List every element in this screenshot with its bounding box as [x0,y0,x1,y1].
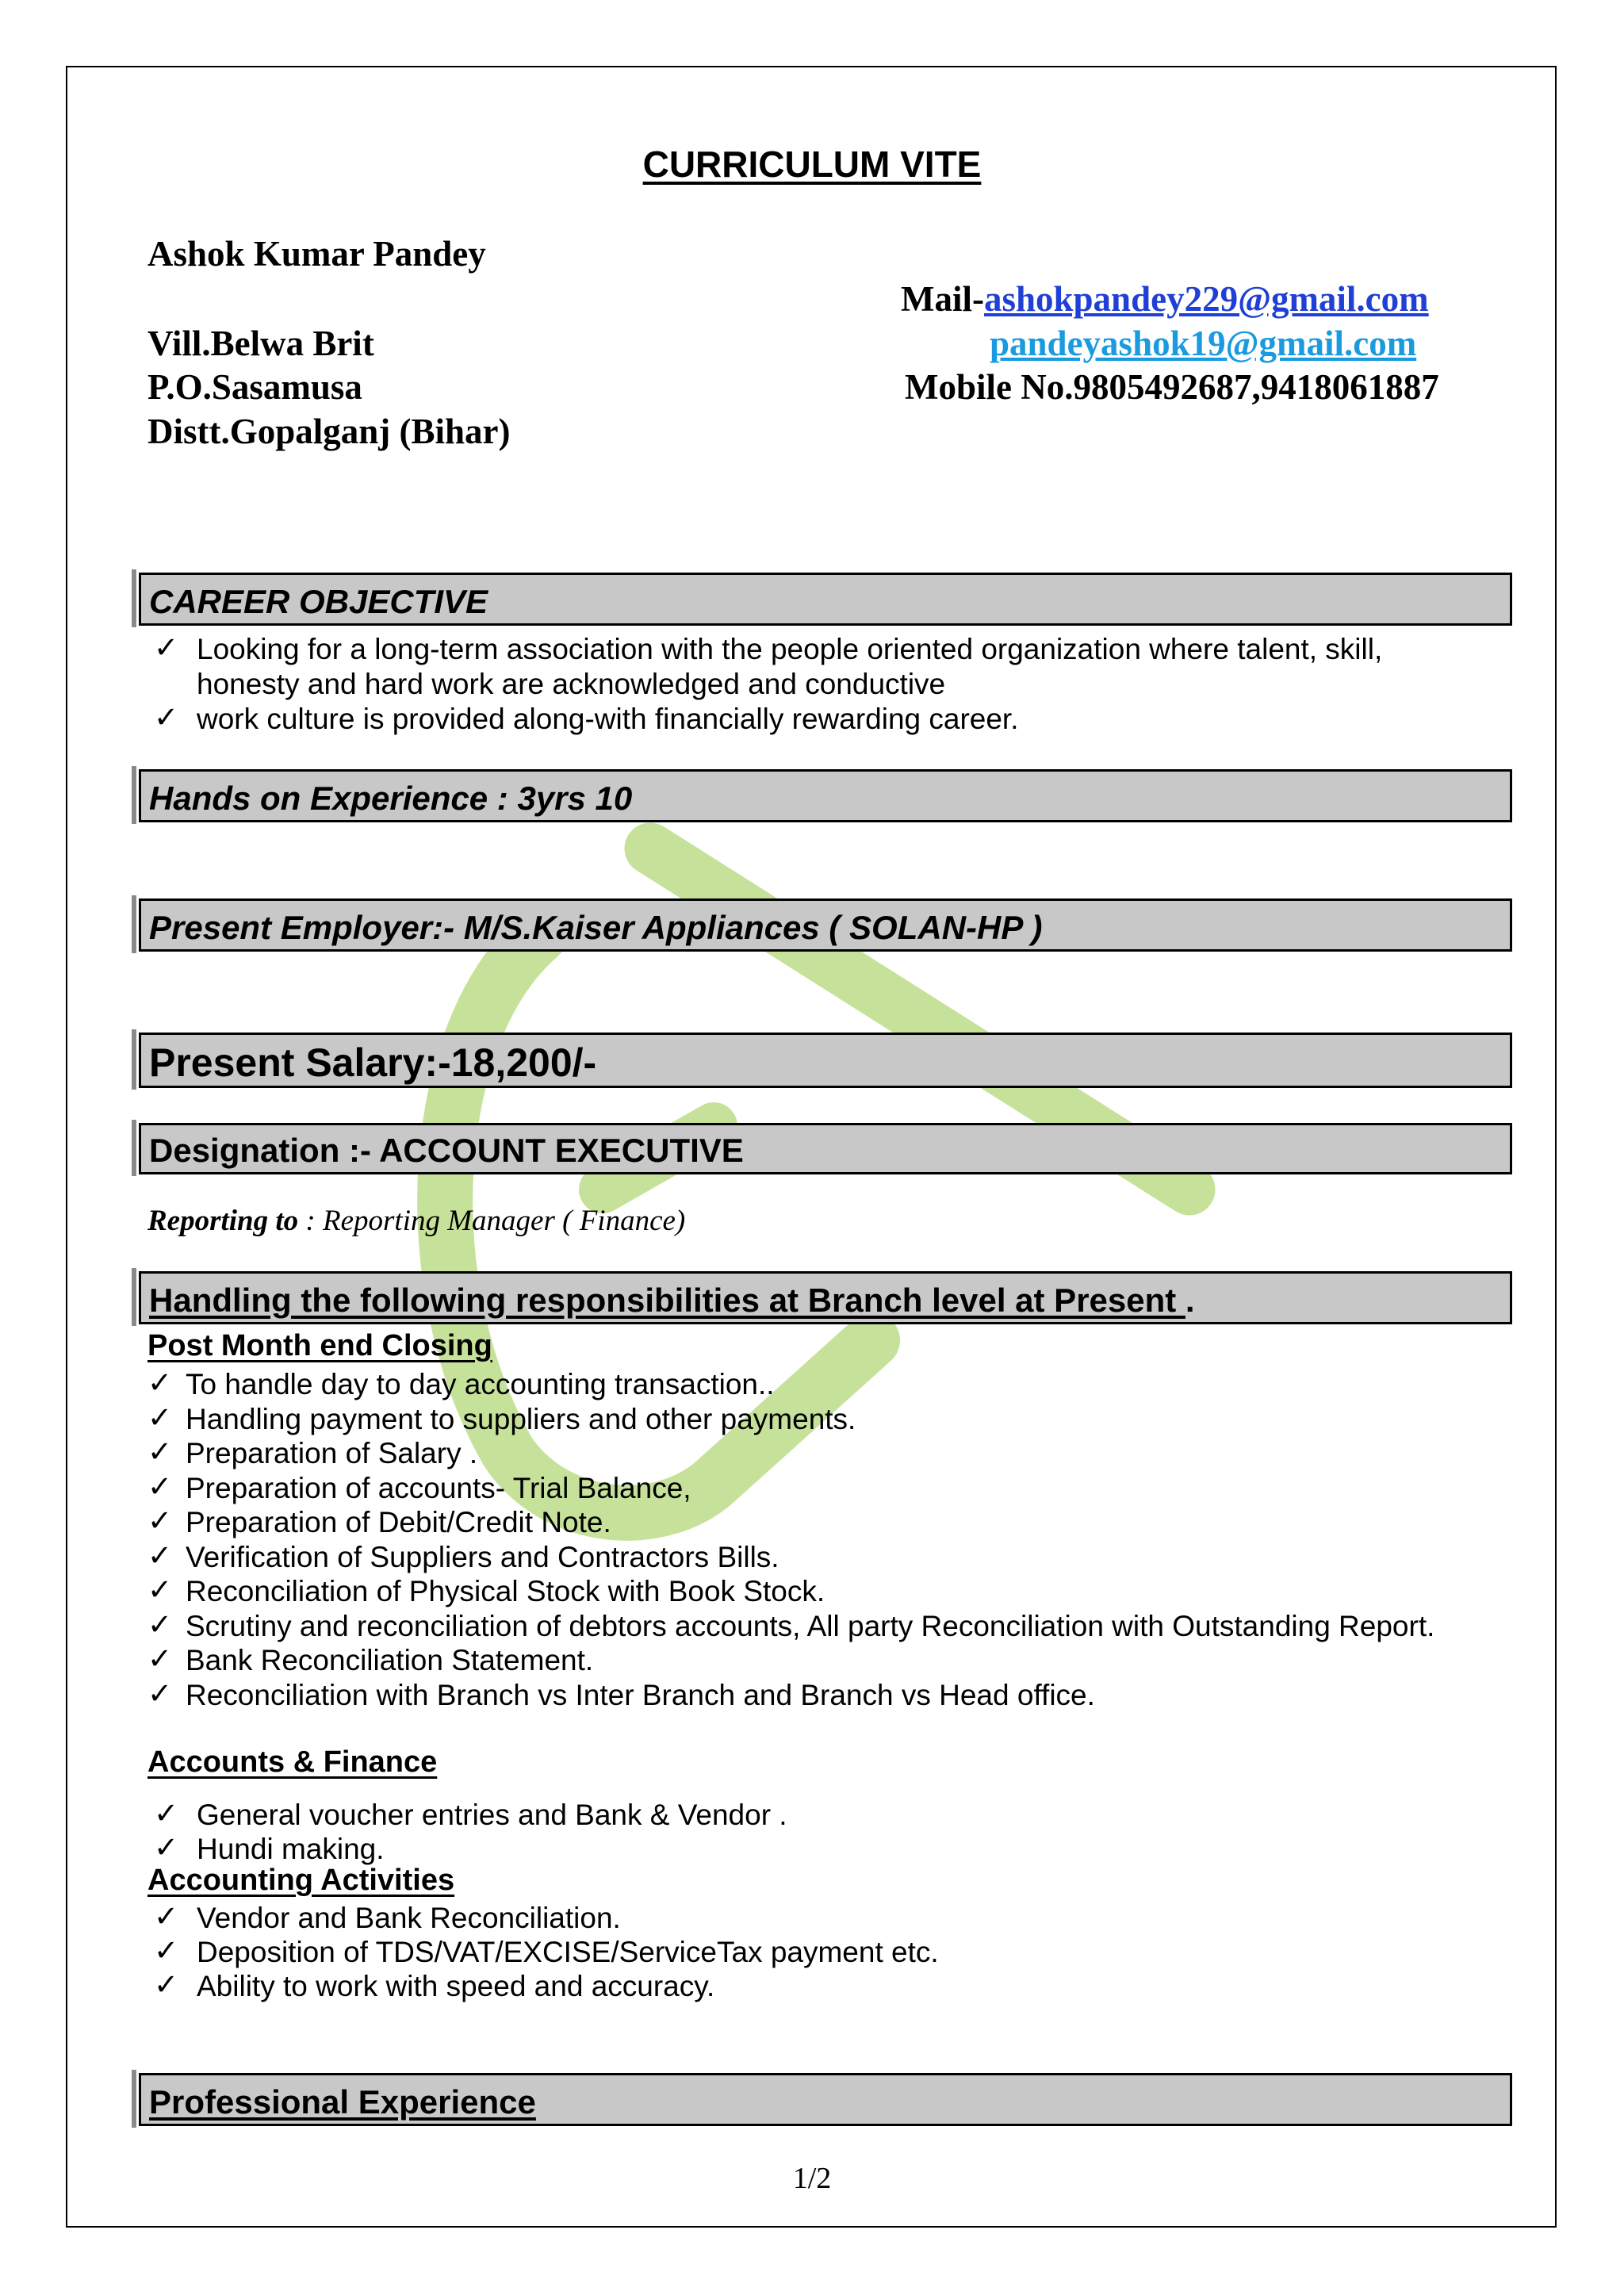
check-icon: ✓ [147,1366,173,1400]
section-title [149,1282,1195,1320]
document-title: CURRICULUM VITE [642,144,982,185]
section-employer [139,898,1512,952]
check-icon: ✓ [147,1504,173,1538]
page-number: 1/2 [792,2162,832,2195]
section-title: Hands on Experience : 3yrs 10 [149,780,633,817]
check-icon: ✓ [147,1676,173,1711]
check-icon: ✓ [147,1538,173,1573]
section-responsibilities [139,1271,1512,1324]
section-title-dot: . [1185,1282,1195,1319]
check-icon: ✓ [154,1796,179,1830]
reporting-value: : Reporting Manager ( Finance) [298,1205,686,1237]
check-icon: ✓ [147,1400,173,1435]
section-title: Present Employer:- M/S.Kaiser Appliances ( SOLAN-HP ) [149,909,1043,946]
check-icon: ✓ [147,1469,173,1504]
check-icon: ✓ [154,1899,179,1933]
list-item: Handling payment to suppliers and other payments. [186,1403,856,1435]
list-item: Bank Reconciliation Statement. [186,1644,594,1676]
objective-text: work culture is provided along-with financially rewarding career. [197,703,1019,735]
section-title: Professional Experience [149,2083,536,2121]
list-item: Preparation of accounts- Trial Balance, [186,1472,691,1504]
objective-text: honesty and hard work are acknowledged and conductive [197,668,946,700]
section-title: CAREER OBJECTIVE [149,583,488,620]
list-item: General voucher entries and Bank & Vendor . [197,1799,787,1831]
section-designation [139,1123,1512,1174]
section-title: Designation :- ACCOUNT EXECUTIVE [149,1132,744,1169]
email-link[interactable]: ashokpandey229@gmail.com [983,279,1429,319]
section-professional-experience [139,2073,1512,2126]
section-salary [139,1033,1512,1088]
list-item: Preparation of Salary . [186,1437,478,1469]
list-item: Reconciliation with Branch vs Inter Branch and Branch vs Head office. [186,1679,1095,1711]
mail-label: Mail- [901,279,984,319]
check-icon: ✓ [154,700,179,734]
list-item: Vendor and Bank Reconciliation. [197,1902,621,1934]
section-title-text: Handling the following responsibilities at Branch level at Present [149,1282,1185,1319]
check-icon: ✓ [147,1435,173,1469]
email-link[interactable]: pandeyashok19@gmail.com [990,324,1417,363]
objective-text: Looking for a long-term association with the people oriented organization where talent, skill, [197,633,1383,665]
list-item: Reconciliation of Physical Stock with Book Stock. [186,1575,825,1607]
check-icon: ✓ [154,1830,179,1864]
list-item: Hundi making. [197,1833,385,1865]
accounting-activities-heading: Accounting Activities [147,1864,455,1897]
section-career-objective [139,573,1512,626]
email-line [901,277,1429,321]
section-title: Present Salary:-18,200/- [149,1040,597,1085]
accounts-finance-heading: Accounts & Finance [147,1745,438,1779]
reporting-label: Reporting to [147,1205,299,1237]
section-experience [139,769,1512,822]
check-icon: ✓ [147,1573,173,1607]
list-item: Scrutiny and reconciliation of debtors accounts, All party Reconciliation with Outstanding Report. [186,1610,1435,1642]
list-item: Verification of Suppliers and Contractors Bills. [186,1541,779,1573]
candidate-name: Ashok Kumar Pandey [147,234,486,274]
mobile-number: Mobile No.9805492687,9418061887 [905,367,1439,407]
check-icon: ✓ [147,1607,173,1642]
list-item: Ability to work with speed and accuracy. [197,1970,715,2002]
check-icon: ✓ [154,1967,179,2002]
check-icon: ✓ [154,630,179,665]
list-item: Preparation of Debit/Credit Note. [186,1506,611,1538]
reporting-line [147,1204,685,1238]
address-line: Distt.Gopalganj (Bihar) [147,412,511,451]
list-item: To handle day to day accounting transaction.. [186,1368,775,1400]
list-item: Deposition of TDS/VAT/EXCISE/ServiceTax payment etc. [197,1936,939,1968]
address-line: Vill.Belwa Brit [147,324,374,363]
check-icon: ✓ [154,1933,179,1967]
address-line: P.O.Sasamusa [147,367,362,407]
check-icon: ✓ [147,1642,173,1676]
post-month-heading: Post Month end Closing [147,1329,492,1362]
